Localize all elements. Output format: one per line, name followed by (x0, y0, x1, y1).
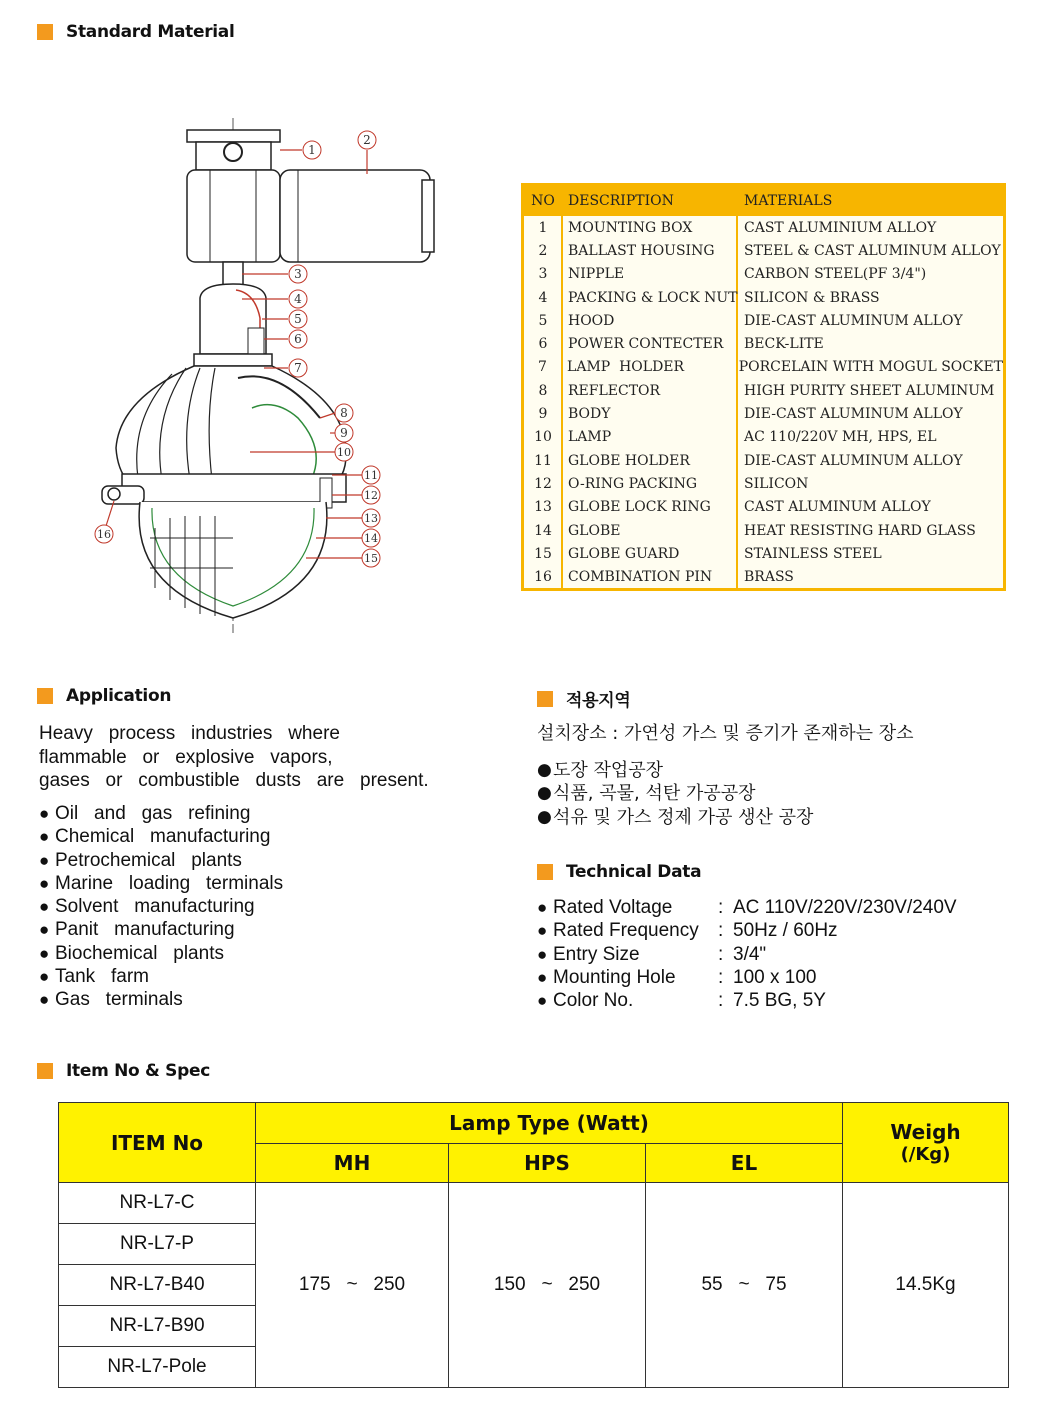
item-spec-title: Item No & Spec (66, 1061, 211, 1081)
materials-table-header (524, 186, 1003, 216)
bullet-icon: ● (537, 806, 552, 827)
tech-row (537, 896, 997, 919)
row-material: CARBON STEEL(PF 3/4") (744, 266, 927, 283)
row-no: 13 (534, 499, 552, 516)
row-material: CAST ALUMINIUM ALLOY (744, 219, 937, 236)
callout-3 (289, 265, 307, 283)
table-row (524, 402, 1003, 425)
row-description: O-RING PACKING (568, 475, 698, 492)
row-material: PORCELAIN WITH MOGUL SOCKET (738, 359, 1003, 376)
row-material: STEEL & CAST ALUMINUM ALLOY (744, 242, 1001, 259)
table-row (524, 216, 1003, 239)
orange-square-icon (37, 24, 53, 40)
table-row (524, 239, 1003, 262)
row-material: DIE-CAST ALUMINUM ALLOY (744, 452, 963, 469)
materials-table-body (524, 216, 1003, 588)
callout-8 (335, 404, 353, 422)
header-weight-line2: (/Kg) (900, 1144, 951, 1165)
row-description: COMBINATION PIN (568, 569, 713, 586)
list-item (39, 965, 283, 988)
colon-separator: : (718, 943, 724, 965)
list-item (39, 895, 283, 918)
row-description: LAMP (568, 429, 612, 446)
callout-16 (95, 525, 113, 543)
svg-text:1: 1 (308, 143, 316, 157)
row-no: 12 (534, 475, 552, 492)
row-description: BALLAST HOUSING (568, 242, 715, 259)
row-no: 5 (538, 312, 548, 329)
intro-line: gases or combustible dusts are present. (39, 770, 429, 791)
luminaire-diagram (90, 118, 440, 633)
weight-value: 14.5Kg (843, 1183, 1009, 1388)
application-ko-heading (537, 686, 631, 711)
svg-text:8: 8 (340, 406, 348, 420)
svg-text:3: 3 (294, 267, 302, 281)
bullet-icon: ● (39, 943, 50, 963)
list-item-text: Chemical manufacturing (55, 826, 271, 848)
tech-value: 3/4" (733, 943, 767, 965)
colon-separator: : (718, 990, 724, 1012)
orange-square-icon (537, 691, 553, 707)
application-heading (37, 686, 171, 706)
el-range: 55 ~ 75 (646, 1183, 843, 1388)
header-weight-line1: Weigh (890, 1120, 961, 1144)
bullet-icon: ● (39, 897, 50, 917)
callout-2 (358, 131, 376, 149)
row-description: GLOBE (568, 522, 621, 539)
intro-line: flammable or explosive vapors, (39, 746, 333, 768)
row-description: NIPPLE (568, 266, 625, 283)
intro-line: Heavy process industries where (39, 723, 340, 744)
header-lamp-type: Lamp Type (Watt) (256, 1103, 843, 1144)
table-row (524, 472, 1003, 495)
table-row (524, 356, 1003, 379)
svg-text:7: 7 (294, 361, 302, 375)
bullet-icon: ● (39, 967, 50, 987)
row-description: MOUNTING BOX (568, 219, 693, 236)
materials-table (521, 183, 1006, 591)
row-description: HOOD (568, 312, 615, 329)
list-item (39, 918, 283, 941)
table-row (524, 379, 1003, 402)
technical-data-title: Technical Data (566, 862, 702, 882)
item-no-cell: NR-L7-C (59, 1183, 256, 1224)
tech-value: 100 x 100 (733, 966, 817, 988)
row-material: BECK-LITE (744, 336, 824, 353)
list-item (39, 942, 283, 965)
row-material: AC 110/220V MH, HPS, EL (744, 429, 937, 446)
svg-text:9: 9 (340, 426, 348, 440)
svg-text:2: 2 (363, 133, 371, 147)
header-no: NO (531, 193, 555, 209)
svg-text:10: 10 (337, 446, 351, 459)
tech-label: Mounting Hole (553, 966, 676, 988)
list-item-text: Marine loading terminals (55, 872, 284, 894)
colon-separator: : (718, 897, 724, 918)
tech-row (537, 966, 997, 989)
list-item (39, 825, 283, 848)
colon-separator: : (718, 966, 724, 988)
list-item-text: Tank farm (55, 966, 149, 988)
row-description: BODY (568, 406, 611, 423)
bullet-icon: ● (537, 944, 548, 964)
row-no: 4 (538, 289, 548, 306)
bullet-icon: ● (537, 783, 552, 804)
callout-13 (362, 509, 380, 527)
row-no: 2 (538, 242, 548, 259)
bullet-icon: ● (537, 760, 552, 780)
row-material: DIE-CAST ALUMINUM ALLOY (744, 312, 963, 329)
header-hps: HPS (449, 1144, 646, 1183)
tech-row (537, 919, 997, 942)
row-no: 11 (534, 452, 552, 469)
row-description: GLOBE LOCK RING (568, 499, 711, 516)
callout-9 (335, 424, 353, 442)
application-intro (39, 722, 459, 793)
list-item (39, 872, 283, 895)
callout-10 (335, 443, 353, 461)
item-no-cell: NR-L7-Pole (59, 1347, 256, 1388)
list-item-text: Panit manufacturing (55, 919, 235, 941)
list-item-text: Biochemical plants (55, 942, 224, 964)
header-el: EL (646, 1144, 843, 1183)
hps-range: 150 ~ 250 (449, 1183, 646, 1388)
row-no: 10 (534, 429, 552, 446)
row-no: 16 (534, 569, 552, 586)
tech-row (537, 989, 997, 1012)
bullet-icon: ● (39, 850, 50, 870)
callout-11 (362, 466, 380, 484)
spec-table (58, 1102, 1009, 1388)
row-no: 8 (538, 382, 548, 399)
orange-square-icon (537, 864, 553, 880)
table-row (59, 1183, 1009, 1224)
tech-label: Rated Frequency (553, 920, 699, 942)
row-description: GLOBE HOLDER (568, 452, 690, 469)
list-item (537, 782, 813, 805)
tech-value: 50Hz / 60Hz (733, 920, 838, 942)
row-no: 15 (534, 545, 552, 562)
list-item-text: Oil and gas refining (55, 803, 251, 824)
svg-text:12: 12 (364, 489, 378, 502)
row-no: 1 (538, 219, 548, 236)
item-spec-heading (37, 1061, 210, 1081)
application-ko-list (537, 759, 813, 829)
table-row (524, 286, 1003, 309)
bullet-icon: ● (537, 898, 548, 917)
row-no: 6 (538, 336, 548, 353)
tech-value: 7.5 BG, 5Y (733, 990, 826, 1012)
callout-12 (362, 486, 380, 504)
svg-text:13: 13 (364, 512, 378, 525)
bullet-icon: ● (537, 991, 548, 1011)
bullet-icon: ● (39, 873, 50, 893)
item-no-cell: NR-L7-B90 (59, 1306, 256, 1347)
tech-label: Color No. (553, 990, 634, 1012)
application-ko-intro: 설치장소 : 가연성 가스 및 증기가 존재하는 장소 (537, 723, 914, 744)
standard-material-title: Standard Material (66, 22, 235, 42)
row-description: GLOBE GUARD (568, 545, 680, 562)
callout-6 (289, 330, 307, 348)
row-material: HEAT RESISTING HARD GLASS (744, 522, 976, 539)
table-row (524, 496, 1003, 519)
list-item-text: 도장 작업공장 (553, 760, 664, 781)
orange-square-icon (37, 1063, 53, 1079)
row-material: HIGH PURITY SHEET ALUMINUM (744, 382, 995, 399)
row-description: REFLECTOR (568, 382, 661, 399)
svg-text:14: 14 (364, 532, 378, 545)
svg-text:5: 5 (294, 312, 302, 326)
item-no-cell: NR-L7-B40 (59, 1265, 256, 1306)
list-item-text: 식품, 곡물, 석탄 가공공장 (553, 783, 756, 805)
row-no: 3 (538, 266, 548, 283)
bullet-icon: ● (537, 967, 548, 987)
tech-value: AC 110V/220V/230V/240V (733, 897, 957, 918)
row-material: SILICON (744, 475, 809, 492)
callout-1 (303, 141, 321, 159)
technical-data-list (537, 896, 997, 1012)
mh-range: 175 ~ 250 (256, 1183, 449, 1388)
callout-5 (289, 310, 307, 328)
application-ko-title: 적용지역 (566, 691, 631, 711)
list-item (39, 802, 283, 825)
row-no: 7 (538, 359, 547, 376)
bullet-icon: ● (39, 920, 50, 940)
row-no: 9 (538, 406, 548, 423)
svg-text:15: 15 (364, 552, 378, 565)
header-item-no: ITEM No (59, 1103, 256, 1183)
application-title: Application (66, 686, 172, 706)
list-item (537, 759, 813, 782)
table-row (524, 449, 1003, 472)
standard-material-heading (37, 22, 235, 42)
table-row (524, 542, 1003, 565)
header-description: DESCRIPTION (568, 193, 674, 209)
orange-square-icon (37, 688, 53, 704)
svg-text:11: 11 (364, 469, 378, 482)
item-no-cell: NR-L7-P (59, 1224, 256, 1265)
table-row (524, 263, 1003, 286)
row-material: BRASS (744, 569, 794, 586)
header-weight (843, 1103, 1009, 1183)
tech-label: Entry Size (553, 943, 640, 965)
bullet-icon: ● (39, 827, 50, 847)
table-row (524, 565, 1003, 588)
table-row (524, 332, 1003, 355)
svg-text:16: 16 (97, 528, 111, 541)
list-item-text: 석유 및 가스 정제 가공 생산 공장 (553, 806, 814, 828)
row-no: 14 (534, 522, 552, 539)
list-item (39, 988, 283, 1011)
table-row (524, 426, 1003, 449)
colon-separator: : (718, 920, 724, 942)
row-description: PACKING & LOCK NUT (568, 289, 738, 306)
list-item-text: Petrochemical plants (55, 849, 242, 871)
table-row (524, 309, 1003, 332)
list-item (537, 806, 813, 829)
header-mh: MH (256, 1144, 449, 1183)
list-item-text: Gas terminals (55, 989, 183, 1011)
callout-4 (289, 290, 307, 308)
list-item (39, 849, 283, 872)
row-material: STAINLESS STEEL (744, 545, 882, 562)
tech-row (537, 943, 997, 966)
application-list (39, 802, 283, 1012)
bullet-icon: ● (537, 921, 548, 941)
bullet-icon: ● (39, 990, 50, 1010)
callout-15 (362, 549, 380, 567)
row-material: DIE-CAST ALUMINUM ALLOY (744, 406, 963, 423)
row-description: POWER CONTECTER (568, 336, 724, 353)
table-row (524, 519, 1003, 542)
row-description: LAMP HOLDER (567, 359, 685, 376)
technical-data-heading (537, 862, 701, 882)
header-materials: MATERIALS (744, 193, 833, 209)
row-material: CAST ALUMINUM ALLOY (744, 499, 931, 516)
svg-text:4: 4 (294, 292, 302, 306)
tech-label: Rated Voltage (553, 897, 673, 918)
callout-7 (289, 359, 307, 377)
row-material: SILICON & BRASS (744, 289, 880, 306)
svg-text:6: 6 (294, 332, 302, 346)
list-item-text: Solvent manufacturing (55, 896, 255, 918)
callout-14 (362, 529, 380, 547)
bullet-icon: ● (39, 804, 50, 823)
